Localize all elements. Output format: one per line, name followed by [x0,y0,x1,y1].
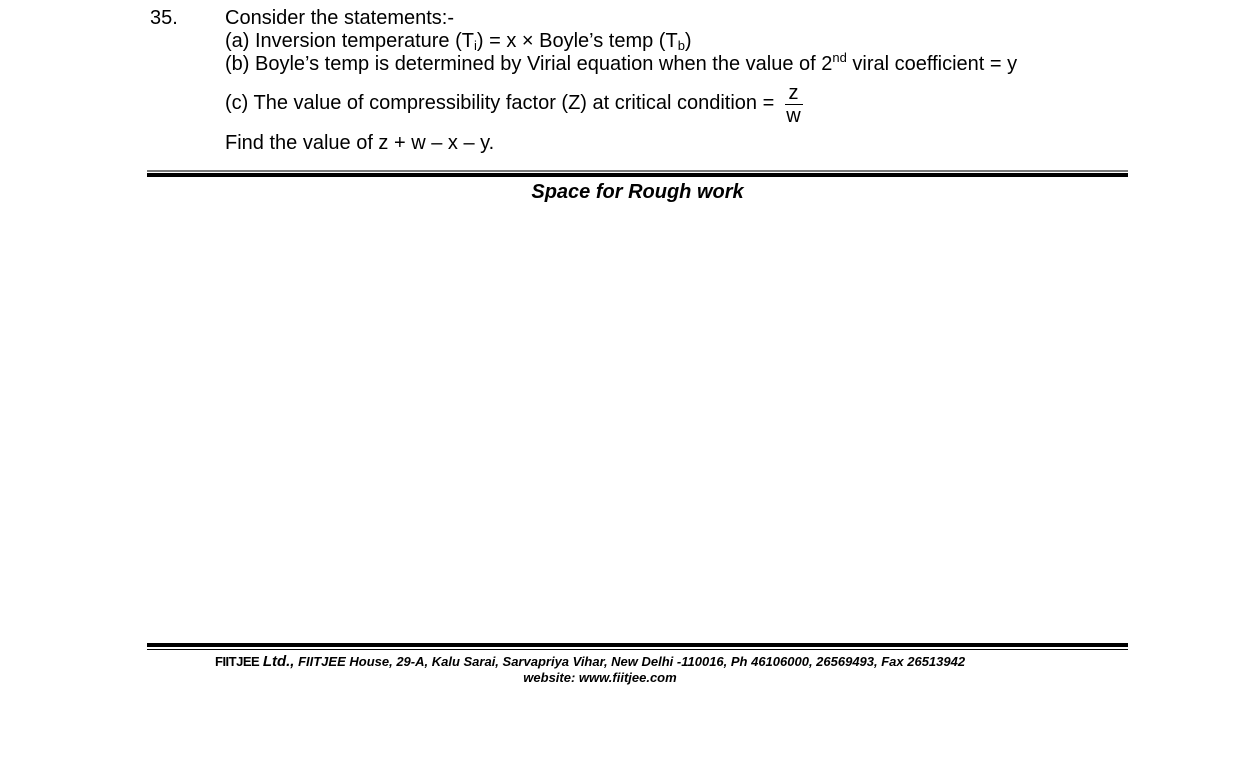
find-instruction: Find the value of z + w – x – y. [225,132,495,154]
rough-work-top-divider [147,170,1128,178]
statement-b-prefix: (b) Boyle’s temp is determined by Virial equation when the value of 2 [225,53,833,75]
statement-a-prefix: (a) Inversion temperature (T [225,30,474,52]
statement-b-sup: nd [832,50,847,65]
question-number: 35. [150,7,178,29]
fraction-denominator: w [786,104,801,127]
footer-ltd: Ltd., [262,653,295,670]
footer-divider-thick-line [147,643,1128,647]
question-body [225,7,1125,155]
statement-a-suffix: ) [684,30,692,52]
statement-a-sub-i: i [473,38,477,53]
fraction-numerator: z [788,81,799,104]
question-intro: Consider the statements:- [225,7,454,29]
footer-divider-thin-line [147,649,1128,650]
fraction-z-over-w [784,82,802,127]
divider-thin-line [147,170,1128,172]
statement-a-middle: ) = x × Boyle’s temp (T [476,30,678,52]
statement-c-text: (c) The value of compressibility factor (Z) at critical condition = [225,91,775,114]
statement-b [225,50,1125,76]
footer-website: website: www.fiitjee.com [523,670,677,685]
divider-thick-line [147,173,1128,177]
footer-divider [147,643,1128,651]
footer-address-line [147,654,1121,670]
statement-a [225,30,1125,53]
statement-a-sub-b: b [677,38,685,53]
footer-brand: FIITJEE [215,654,260,669]
statement-c [225,76,1125,130]
footer-address: FIITJEE House, 29-A, Kalu Sarai, Sarvapriya Vihar, New Delhi -110016, Ph 46106000, 26569493, Fax 26513942 [294,654,966,669]
statement-b-suffix: viral coefficient = y [846,53,1018,75]
rough-work-title: Space for Rough work [531,181,744,203]
